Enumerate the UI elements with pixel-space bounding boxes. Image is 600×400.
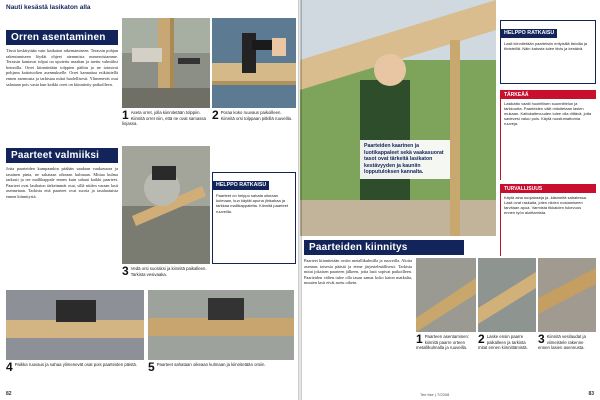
photo-screwing-beam bbox=[212, 18, 296, 108]
step-number-5: 5 bbox=[148, 362, 155, 374]
step-number-4: 4 bbox=[6, 362, 13, 374]
main-photo bbox=[300, 0, 496, 236]
photo-bracket-3 bbox=[538, 258, 596, 332]
step-number-3: 3 bbox=[122, 266, 129, 278]
page-footer: Tee itse | 7/2008 bbox=[420, 392, 450, 397]
photo-man-building-roof bbox=[300, 0, 496, 236]
photo-beams-bottom-right bbox=[148, 290, 294, 360]
info-box-important bbox=[500, 90, 596, 180]
info-heading-important: TÄRKEÄÄ bbox=[501, 90, 596, 99]
section-text-orren: Tässä keskitytään vain lasikaton rakentamiseen. Terassin pohjan rakentamiseen löydät ohjeet aiemmista numeroistamme. Terassin kantavat tolpat on upotettu maahan ja tuettu valmiiksi betonilla. Orret kiinnitetään tolppien päihin ja ne toimivat pohjana kattotuolien asennukselle. Orret kannattaa esikäsitellä ennen asennusta ja tarkistaa mitat huolellisesti. Ylimenevät osat sahataan pois vasta kun kaikki orret on kiinnitetty paikoilleen. bbox=[6, 48, 118, 87]
step-number-2: 2 bbox=[212, 110, 219, 122]
step-caption-r2: 2 Laske ensin paarre paikalleen ja tarkista mitat ennen kiinnittämistä. bbox=[478, 334, 528, 350]
info-text-important: Lasikatto vaatii huolellisen suunnittelun ja tarkkuutta. Paarteiden välit mitoitetaan lasien mukaan. Kattokaltevuuden tulee olla riittävä, jotta sadevesi valuu pois. Käytä ruostumattomia ruuveja. bbox=[504, 101, 592, 127]
page-spine bbox=[298, 0, 302, 400]
step-number-r2: 2 bbox=[478, 334, 485, 346]
step-photo-3 bbox=[122, 146, 210, 264]
step-photo-5 bbox=[148, 290, 294, 360]
photo-saw-cutting bbox=[122, 146, 210, 264]
section-text-paarteet: Jotta paarteiden kumpaankin päähän saadaan vaakasuora ja tasainen pinta, ne sahataan oikeaan kulmaan. Mittaa kulma tarkasti ja tee mallikappale ennen kuin sahaat kaikki paarteet. Paarteet ovat lasikaton tärkeimmät osat, sillä niiden varaan lasit asennetaan. Tarkista että paarteet ovat suoria ja tasalaatuisia ennen kiinnitystä. bbox=[6, 166, 118, 199]
step-photo-r1 bbox=[416, 258, 476, 332]
tip-heading: HELPPO RATKAISU bbox=[213, 181, 269, 190]
step-photo-4 bbox=[6, 290, 144, 360]
section-heading-paarteet: Paarteet valmiiksi bbox=[6, 148, 118, 163]
info-heading-safety: TURVALLISUUS bbox=[501, 184, 596, 193]
tip-heading-right: HELPPO RATKAISU bbox=[501, 29, 557, 38]
photo-bracket-1 bbox=[416, 258, 476, 332]
photo-beams-bottom-left bbox=[6, 290, 144, 360]
step-number-r1: 1 bbox=[416, 334, 423, 346]
tip-text-right: Lasit kiinnitetään paarteisiin erityisillä listoilla ja tiivisteillä. Näin katosta tulee tiivis ja kestävä. bbox=[504, 41, 587, 52]
step-caption-3: 3 Vedä orsi suoraksi ja kiinnitä paikalleen. Tarkista vesivaaka. bbox=[122, 266, 207, 278]
photo-bracket-2 bbox=[478, 258, 536, 332]
section-heading-orren: Orren asentaminen bbox=[6, 30, 118, 45]
step-photo-1 bbox=[122, 18, 210, 108]
tip-text: Paarteet on helppo sahata oikeaan kulmaan, kun käytät apuna jiirisahaa ja tarkkaa mallikappaletta. Kiinnitä paarteet ruuveilla. bbox=[216, 193, 289, 214]
step-number-1: 1 bbox=[122, 110, 129, 122]
step-caption-5: 5 Paarteet sahataan oikeaan kulmaan ja kiinnitetään orsiin. bbox=[148, 362, 266, 374]
info-text-safety: Käytä aina suojalaseja ja -käsineitä sahatessa. Lasit ovat raskaita, joten niiden nostamiseen tarvitaan apua. Varmista tikkaiden tukevuus ennen työn aloittamista. bbox=[504, 195, 587, 216]
section-heading-kiinnitys: Paarteiden kiinnitys bbox=[304, 240, 464, 255]
photo-drill-post bbox=[122, 18, 210, 108]
page-number-right: 83 bbox=[588, 391, 594, 397]
step-photo-r2 bbox=[478, 258, 536, 332]
info-box-safety bbox=[500, 184, 596, 256]
step-photo-r3 bbox=[538, 258, 596, 332]
step-caption-4: 4 Paikka ruuvaus ja sahaa ylimenevät osat pois paarteiden päistä. bbox=[6, 362, 137, 374]
tip-box-right bbox=[500, 20, 596, 84]
page-number-left: 82 bbox=[6, 391, 12, 397]
step-caption-r3: 3 Kiinnitä vesilaudat ja viimeistele rakenne ennen lasien asennusta. bbox=[538, 334, 586, 350]
right-page bbox=[300, 0, 600, 400]
step-caption-r1: 1 Paarteen asentaminen: kiinnitä paarre orteen metallikulmalla ja ruuveilla. bbox=[416, 334, 470, 350]
tip-box-left bbox=[212, 172, 296, 264]
page-title: Nauti kesästä lasikaton alla bbox=[6, 4, 91, 11]
photo-callout: Paarteiden kaarinen ja luotikappaleet sekä vaakasuorat tasot ovat tärkeitä lasikaton kestävyyden ja kauniin lopputuloksen kannalta. bbox=[360, 140, 450, 179]
step-caption-1: 1 Aseta orret, jolla kiinnitetään tolppiin. Kiinnitä orret niin, että ne ovat samassa linjassa. bbox=[122, 110, 206, 126]
step-photo-2 bbox=[212, 18, 296, 108]
section-text-kiinnitys: Paarteet kiinnitetään orsiin metallikulmilla ja ruuveilla. Aloita asennus toisesta päästä ja etene järjestelmällisesti. Tarkista mitat jokaisen paarteen jälkeen, jotta lasit sopivat paikoilleen. Paarteiden välien tulee olla tasan samat koko katon matkalta, muuten lasit eivät asetu oikein. bbox=[304, 258, 412, 286]
step-number-r3: 3 bbox=[538, 334, 545, 346]
step-caption-2: 2 Poraa koko ruuvaus paikoilleen. Kiinnitä orsi tolppaan pitkillä ruuveilla. bbox=[212, 110, 293, 122]
